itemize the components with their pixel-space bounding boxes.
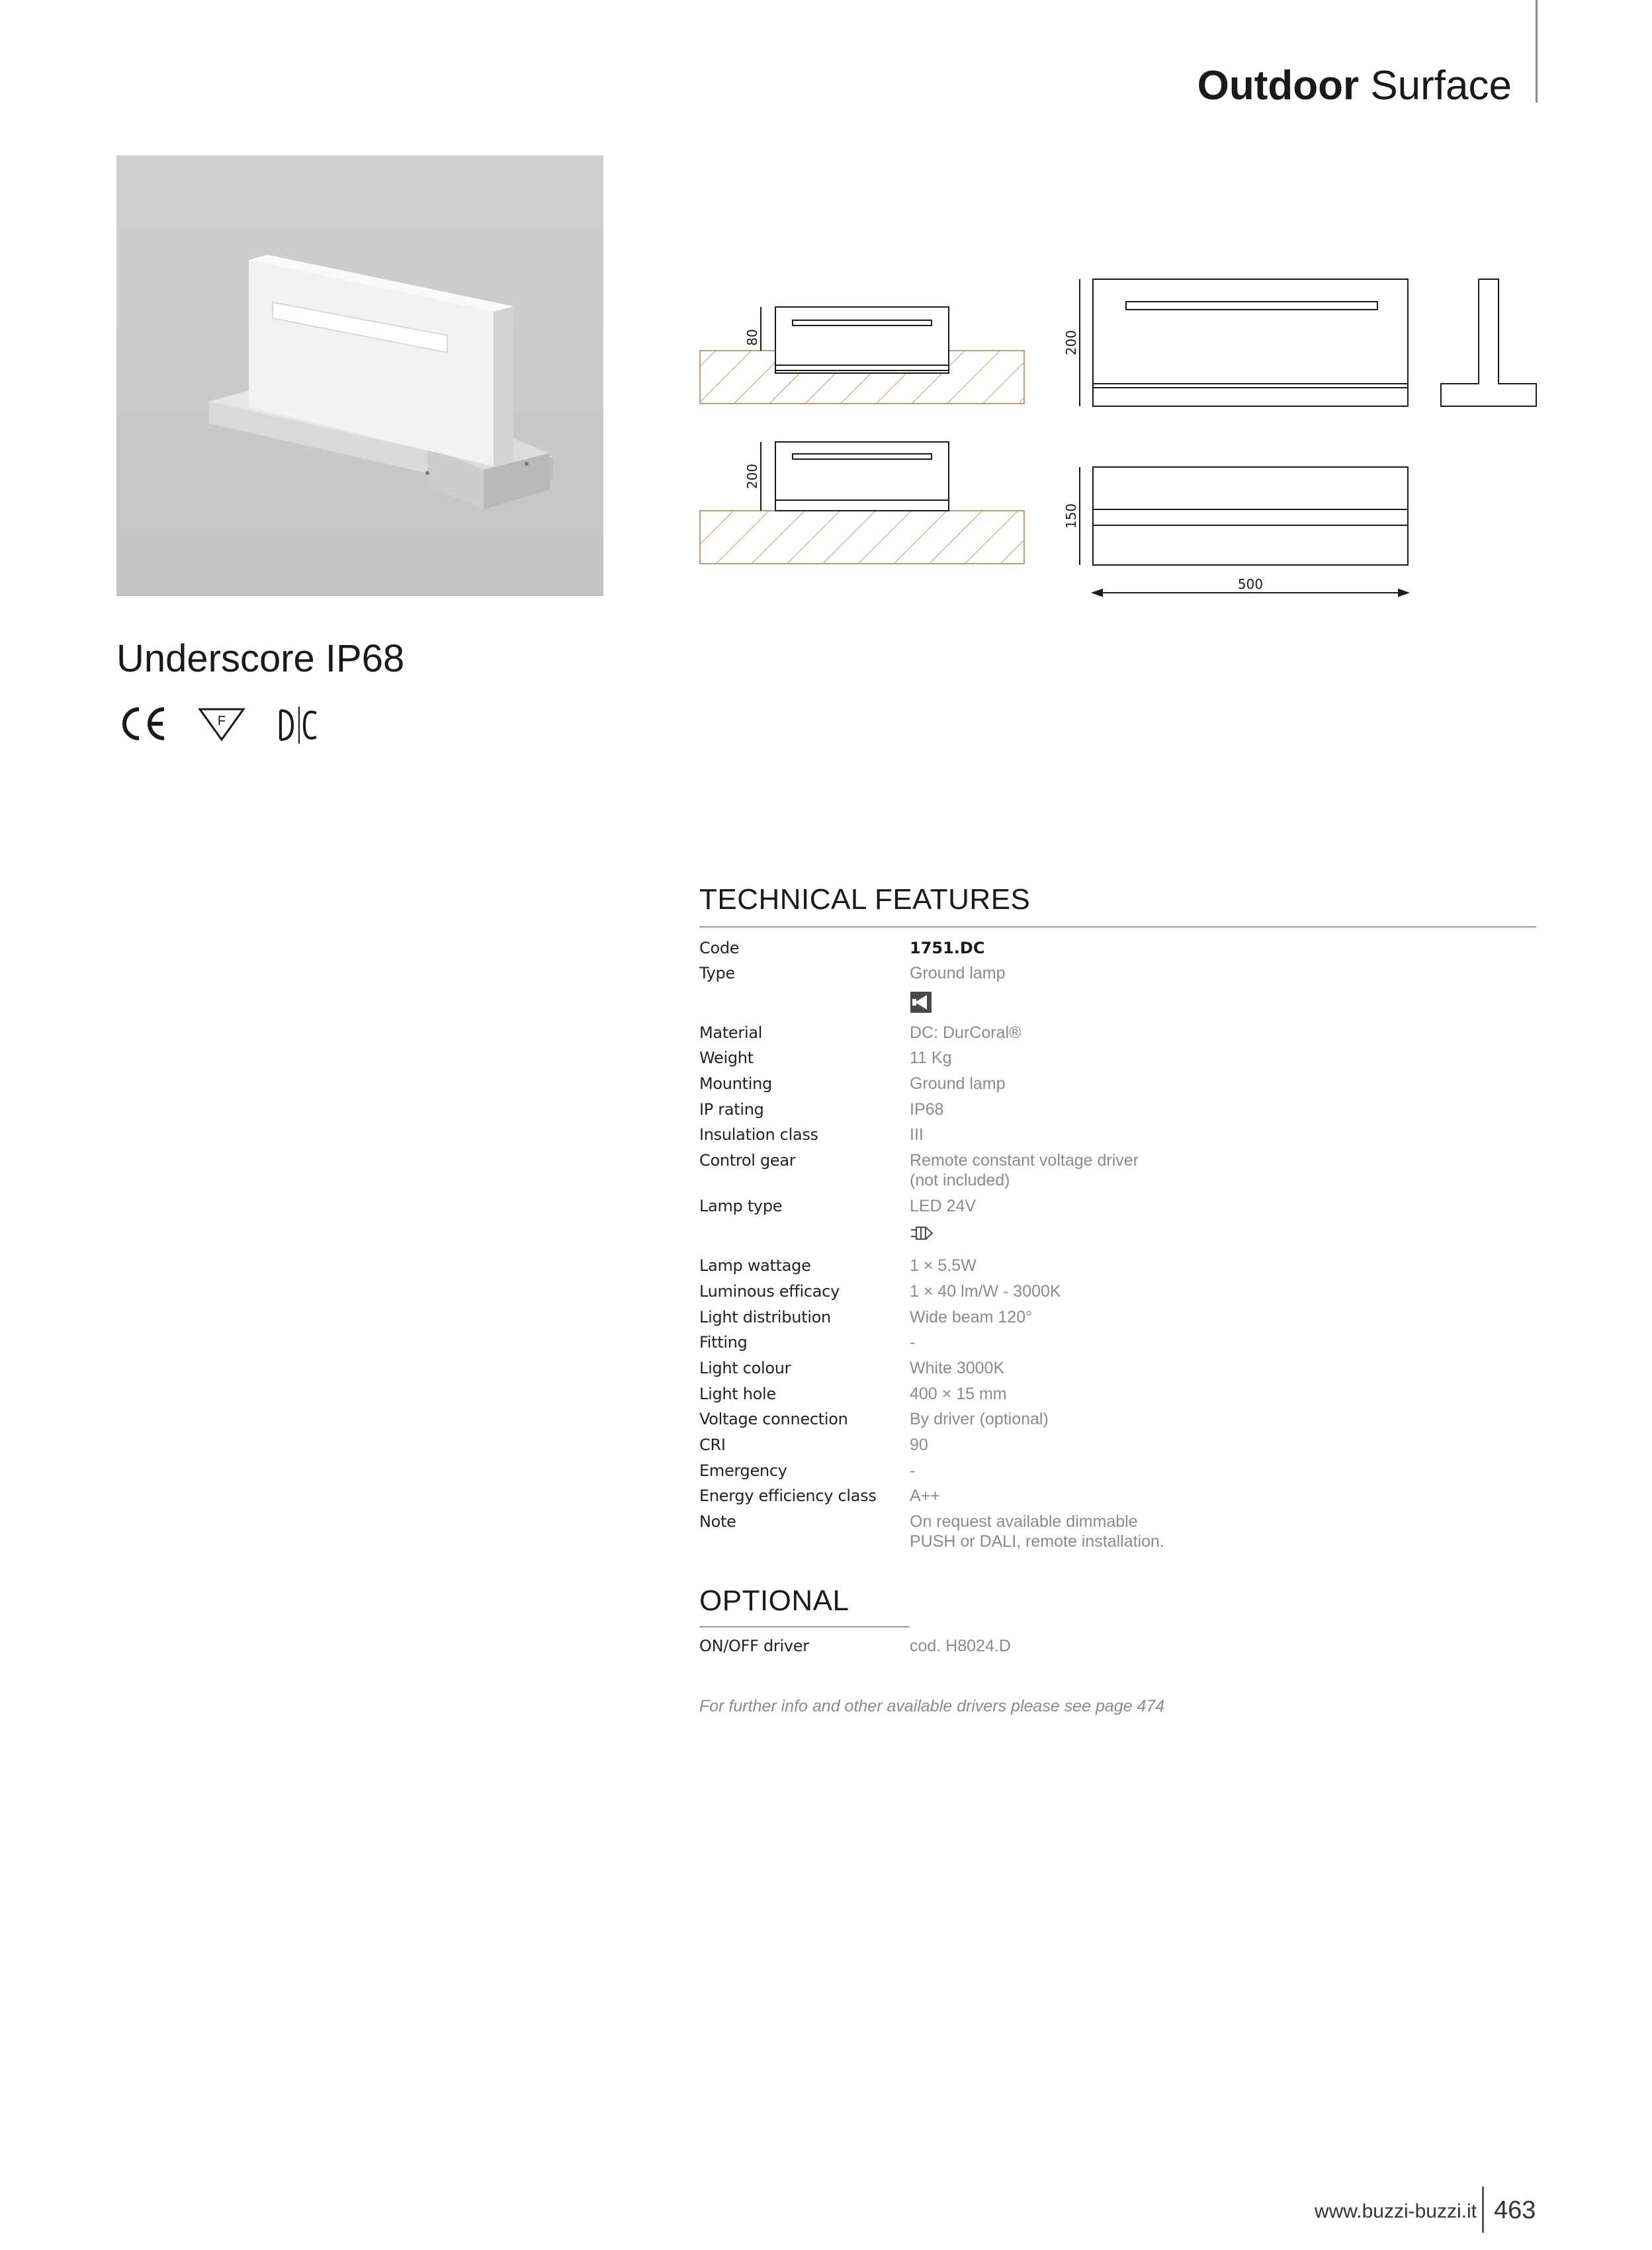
- spec-label: Voltage connection: [699, 1410, 848, 1428]
- dim-80-label: 80: [744, 329, 760, 346]
- technical-features-divider: [699, 926, 1536, 928]
- dc-mark-icon: [281, 707, 316, 744]
- optional-title: OPTIONAL: [699, 1584, 849, 1617]
- spec-label: Note: [699, 1512, 736, 1531]
- spec-value: 1 × 5.5W: [910, 1256, 977, 1275]
- spec-label: Mounting: [699, 1074, 772, 1093]
- spec-label: Insulation class: [699, 1125, 818, 1144]
- footer-divider: [1482, 2186, 1484, 2233]
- category-light: Surface: [1359, 63, 1512, 108]
- spec-label: Light colour: [699, 1359, 791, 1377]
- product-name: Underscore IP68: [116, 637, 405, 680]
- spec-value: LED 24V: [910, 1197, 977, 1215]
- certification-icons: [116, 701, 328, 748]
- led-lamp-icon: [910, 1224, 936, 1242]
- spec-label: Light hole: [699, 1385, 776, 1403]
- spec-label: Fitting: [699, 1333, 748, 1352]
- spec-value: DC: DurCoral®: [910, 1023, 1022, 1042]
- spec-label: Lamp wattage: [699, 1256, 811, 1275]
- spec-value: White 3000K: [910, 1359, 1005, 1377]
- technical-drawings: [695, 265, 1542, 609]
- spec-label: Material: [699, 1023, 763, 1042]
- dim-200-label-a: 200: [744, 463, 760, 490]
- dim-200-label-b: 200: [1063, 329, 1079, 356]
- ground-lamp-type-icon: [910, 991, 932, 1014]
- spec-label: Weight: [699, 1049, 754, 1067]
- category-bold: Outdoor: [1197, 63, 1360, 108]
- spec-value: 90: [910, 1436, 928, 1454]
- optional-value: cod. H8024.D: [910, 1637, 1011, 1655]
- spec-value: -: [910, 1333, 916, 1352]
- page-number: 463: [1494, 2196, 1536, 2224]
- spec-value: Ground lamp: [910, 964, 1006, 982]
- spec-label: Code: [699, 939, 740, 957]
- product-photo: [116, 155, 603, 596]
- spec-value: On request available dimmable PUSH or DALI, remote installation.: [910, 1512, 1164, 1551]
- spec-value: III: [910, 1125, 924, 1144]
- dim-150-label: 150: [1063, 503, 1079, 529]
- page-category-title: [1197, 62, 1512, 109]
- spec-value: 400 × 15 mm: [910, 1385, 1007, 1403]
- spec-value: Ground lamp: [910, 1074, 1006, 1093]
- spec-value: By driver (optional): [910, 1410, 1049, 1428]
- spec-label: Type: [699, 964, 735, 982]
- dim-500-label: 500: [1237, 576, 1264, 592]
- spec-label: Light distribution: [699, 1308, 831, 1326]
- spec-value: Wide beam 120°: [910, 1308, 1033, 1326]
- spec-value: -: [910, 1461, 916, 1480]
- footnote: For further info and other available drivers please see page 474: [699, 1697, 1165, 1715]
- spec-label: IP rating: [699, 1100, 764, 1119]
- spec-value: 11 Kg: [910, 1049, 952, 1067]
- spec-label: CRI: [699, 1436, 726, 1454]
- ce-mark-icon: [124, 709, 164, 738]
- svg-text:F: F: [217, 714, 226, 728]
- spec-value: Remote constant voltage driver (not included): [910, 1151, 1139, 1190]
- spec-label: Lamp type: [699, 1197, 783, 1215]
- spec-value: 1 × 40 lm/W - 3000K: [910, 1282, 1061, 1301]
- spec-value: 1751.DC: [910, 939, 985, 957]
- optional-label: ON/OFF driver: [699, 1637, 809, 1655]
- spec-label: Energy efficiency class: [699, 1487, 877, 1505]
- spec-label: Control gear: [699, 1151, 796, 1170]
- f-mark-icon: [200, 709, 243, 740]
- spec-label: Emergency: [699, 1461, 787, 1480]
- spec-value: IP68: [910, 1100, 944, 1119]
- spec-label: Luminous efficacy: [699, 1282, 840, 1301]
- technical-features-title: TECHNICAL FEATURES: [699, 883, 1031, 916]
- header-divider: [1536, 0, 1538, 103]
- spec-value: A++: [910, 1487, 940, 1505]
- footer-website-link[interactable]: www.buzzi-buzzi.it: [1314, 2200, 1477, 2222]
- optional-divider: [699, 1626, 910, 1627]
